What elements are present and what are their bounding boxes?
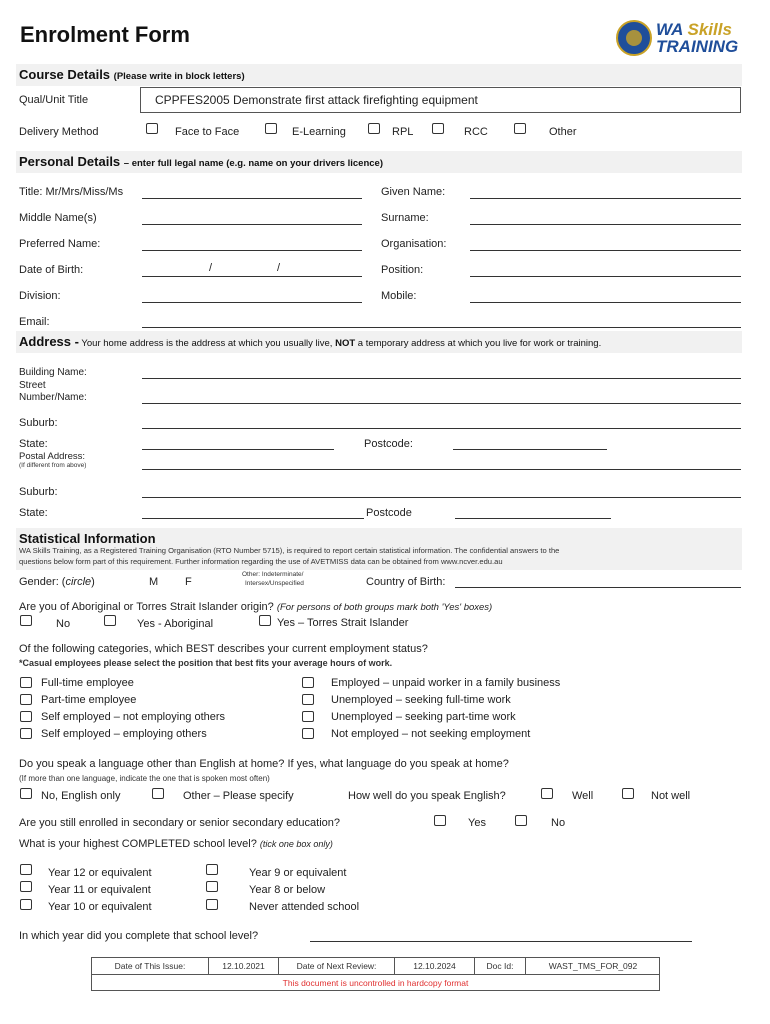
division-input[interactable] xyxy=(142,302,362,303)
school-year11-checkbox[interactable] xyxy=(20,881,32,892)
school-year8-label: Year 8 or below xyxy=(249,884,326,896)
lang-english-only-checkbox[interactable] xyxy=(20,788,32,799)
enrolled-no-checkbox[interactable] xyxy=(515,815,527,826)
postcode2-input[interactable] xyxy=(455,518,611,519)
uncontrolled-notice: This document is uncontrolled in hardcopy format xyxy=(282,978,469,988)
enrolled-question: Are you still enrolled in secondary or senior secondary education? xyxy=(19,817,341,829)
delivery-elearning-checkbox[interactable] xyxy=(265,123,277,134)
given-name-label: Given Name: xyxy=(381,186,446,198)
delivery-face-checkbox[interactable] xyxy=(146,123,158,134)
postcode-label: Postcode: xyxy=(364,438,413,450)
school-year9-label: Year 9 or equivalent xyxy=(249,867,347,879)
school-year10-checkbox[interactable] xyxy=(20,899,32,910)
logo-text-wa: WA xyxy=(656,20,688,39)
dob-label: Date of Birth: xyxy=(19,264,84,276)
state2-label: State: xyxy=(19,507,48,519)
emp-fulltime-label: Full-time employee xyxy=(41,677,134,689)
enrolled-yes-label: Yes xyxy=(468,817,486,829)
suburb2-label: Suburb: xyxy=(19,486,58,498)
school-never-label: Never attended school xyxy=(249,901,360,913)
well-label: Well xyxy=(572,790,594,802)
emp-self-employing-label: Self employed – employing others xyxy=(41,728,207,740)
course-heading: Course Details (Please write in block letters) xyxy=(19,67,245,82)
doc-id-value: WAST_TMS_FOR_092 xyxy=(548,961,638,971)
school-year-question: In which year did you complete that school level? xyxy=(19,930,259,942)
given-name-input[interactable] xyxy=(470,198,741,199)
emp-not-employed-label: Not employed – not seeking employment xyxy=(331,728,531,740)
school-year8-checkbox[interactable] xyxy=(206,881,218,892)
aboriginal-no-checkbox[interactable] xyxy=(20,615,32,626)
building-input[interactable] xyxy=(142,378,741,379)
delivery-rcc-checkbox[interactable] xyxy=(432,123,444,134)
qual-input[interactable]: CPPFES2005 Demonstrate first attack firefighting equipment xyxy=(140,87,741,113)
emp-unemployed-pt-label: Unemployed – seeking part-time work xyxy=(331,711,516,723)
delivery-other-checkbox[interactable] xyxy=(514,123,526,134)
delivery-face-label: Face to Face xyxy=(175,126,240,138)
delivery-elearning-label: E-Learning xyxy=(292,126,346,138)
lang-english-only-label: No, English only xyxy=(41,790,121,802)
middle-name-label: Middle Name(s) xyxy=(19,212,97,224)
stats-intro-1: WA Skills Training, as a Registered Training Organisation (RTO Number 5715), is required to report certain statistical information. The confidential answers to the xyxy=(19,546,560,555)
emp-parttime-label: Part-time employee xyxy=(41,694,137,706)
address-heading: Address - Your home address is the address at which you usually live, NOT a temporary address at which you live for work or training. xyxy=(19,334,602,349)
emp-unpaid-checkbox[interactable] xyxy=(302,677,314,688)
employment-question: Of the following categories, which BEST describes your current employment status? xyxy=(19,643,428,655)
delivery-label: Delivery Method xyxy=(19,126,99,138)
emp-unemployed-ft-checkbox[interactable] xyxy=(302,694,314,705)
doc-id-label: Doc Id: xyxy=(475,958,526,975)
how-well-label: How well do you speak English? xyxy=(348,790,506,802)
postal-label: Postal Address: xyxy=(19,451,86,462)
school-year11-label: Year 11 or equivalent xyxy=(48,884,151,896)
stats-heading: Statistical Information xyxy=(19,531,156,546)
emp-self-employing-checkbox[interactable] xyxy=(20,728,32,739)
emp-fulltime-checkbox[interactable] xyxy=(20,677,32,688)
state-input[interactable] xyxy=(142,449,334,450)
lang-other-label: Other – Please specify xyxy=(183,790,294,802)
street-label-2: Number/Name: xyxy=(19,392,87,403)
school-never-checkbox[interactable] xyxy=(206,899,218,910)
logo-text-training: TRAINING xyxy=(656,37,739,56)
aboriginal-question: Are you of Aboriginal or Torres Strait Islander origin? (For persons of both groups mark both 'Yes' boxes) xyxy=(19,601,493,613)
qual-label: Qual/Unit Title xyxy=(19,94,89,106)
street-label: Street xyxy=(19,380,46,391)
mobile-input[interactable] xyxy=(470,302,741,303)
country-input[interactable] xyxy=(455,587,741,588)
postcode-input[interactable] xyxy=(453,449,607,450)
stats-intro-2: questions below form part of this requirement. Further information regarding the use of AVETMISS data can be obtained from www.ncver.edu.au xyxy=(19,557,503,566)
school-year12-label: Year 12 or equivalent xyxy=(48,867,152,879)
issue-date-label: Date of This Issue: xyxy=(92,958,209,975)
dob-separator: / xyxy=(277,262,281,274)
title-input[interactable] xyxy=(142,198,362,199)
gender-other-2[interactable]: Intersex/Unspecified xyxy=(245,580,304,587)
language-question: Do you speak a language other than English at home? If yes, what language do you speak at home? xyxy=(19,758,509,770)
division-label: Division: xyxy=(19,290,61,302)
enrolled-yes-checkbox[interactable] xyxy=(434,815,446,826)
not-well-checkbox[interactable] xyxy=(622,788,634,799)
email-label: Email: xyxy=(19,316,50,328)
gender-m[interactable]: M xyxy=(149,576,159,588)
aboriginal-yes-label: Yes - Aboriginal xyxy=(137,618,214,630)
surname-input[interactable] xyxy=(470,224,741,225)
street-input[interactable] xyxy=(142,403,741,404)
surname-label: Surname: xyxy=(381,212,429,224)
aboriginal-no-label: No xyxy=(56,618,71,630)
gender-f[interactable]: F xyxy=(185,576,192,588)
not-well-label: Not well xyxy=(651,790,691,802)
emp-self-not-employing-checkbox[interactable] xyxy=(20,711,32,722)
well-checkbox[interactable] xyxy=(541,788,553,799)
lang-other-checkbox[interactable] xyxy=(152,788,164,799)
postcode2-label: Postcode xyxy=(366,507,412,519)
school-year12-checkbox[interactable] xyxy=(20,864,32,875)
suburb2-input[interactable] xyxy=(142,497,741,498)
torres-strait-label: Yes – Torres Strait Islander xyxy=(277,617,409,629)
dob-separator: / xyxy=(209,262,213,274)
position-input[interactable] xyxy=(470,276,741,277)
logo-text-skills: Skills xyxy=(687,20,732,39)
emp-self-not-employing-label: Self employed – not employing others xyxy=(41,711,226,723)
emp-unemployed-pt-checkbox[interactable] xyxy=(302,711,314,722)
seal-icon xyxy=(616,20,652,56)
delivery-other-label: Other xyxy=(549,126,577,138)
delivery-rpl-checkbox[interactable] xyxy=(368,123,380,134)
email-input[interactable] xyxy=(142,327,741,328)
school-year9-checkbox[interactable] xyxy=(206,864,218,875)
torres-strait-checkbox[interactable] xyxy=(259,615,271,626)
employment-note: *Casual employees please select the position that best fits your average hours of work. xyxy=(19,658,393,668)
school-year-input[interactable] xyxy=(310,941,692,942)
school-year10-label: Year 10 or equivalent xyxy=(48,901,152,913)
next-review-label: Date of Next Review: xyxy=(279,958,395,975)
preferred-name-label: Preferred Name: xyxy=(19,238,101,250)
emp-unemployed-ft-label: Unemployed – seeking full-time work xyxy=(331,694,511,706)
delivery-rpl-label: RPL xyxy=(392,126,414,138)
language-note: (If more than one language, indicate the one that is spoken most often) xyxy=(19,774,270,783)
mobile-label: Mobile: xyxy=(381,290,417,302)
page-title: Enrolment Form xyxy=(20,22,190,47)
aboriginal-yes-checkbox[interactable] xyxy=(104,615,116,626)
state-label: State: xyxy=(19,438,48,450)
postal-note: (If different from above) xyxy=(19,462,87,469)
position-label: Position: xyxy=(381,264,424,276)
gender-label: Gender: (circle) xyxy=(19,576,95,588)
emp-unpaid-label: Employed – unpaid worker in a family business xyxy=(331,677,561,689)
state2-input[interactable] xyxy=(142,518,364,519)
organisation-label: Organisation: xyxy=(381,238,447,250)
suburb-label: Suburb: xyxy=(19,417,58,429)
middle-name-input[interactable] xyxy=(142,224,362,225)
preferred-name-input[interactable] xyxy=(142,250,362,251)
wa-skills-training-logo xyxy=(616,18,740,60)
building-label: Building Name: xyxy=(19,367,87,378)
organisation-input[interactable] xyxy=(470,250,741,251)
suburb-input[interactable] xyxy=(142,428,741,429)
delivery-rcc-label: RCC xyxy=(464,126,488,138)
personal-heading: Personal Details – enter full legal name (e.g. name on your drivers licence) xyxy=(19,154,384,169)
document-footer xyxy=(91,957,660,991)
enrolled-no-label: No xyxy=(551,817,566,829)
country-label: Country of Birth: xyxy=(366,576,446,588)
emp-not-employed-checkbox[interactable] xyxy=(302,728,314,739)
postal-input[interactable] xyxy=(142,469,741,470)
gender-other-1[interactable]: Other: Indeterminate/ xyxy=(242,571,304,578)
dob-input[interactable] xyxy=(142,276,362,277)
emp-parttime-checkbox[interactable] xyxy=(20,694,32,705)
next-review-value: 12.10.2024 xyxy=(395,958,475,975)
issue-date-value: 12.10.2021 xyxy=(209,958,279,975)
school-question: What is your highest COMPLETED school level? (tick one box only) xyxy=(19,838,333,850)
title-label: Title: Mr/Mrs/Miss/Ms xyxy=(19,186,124,198)
